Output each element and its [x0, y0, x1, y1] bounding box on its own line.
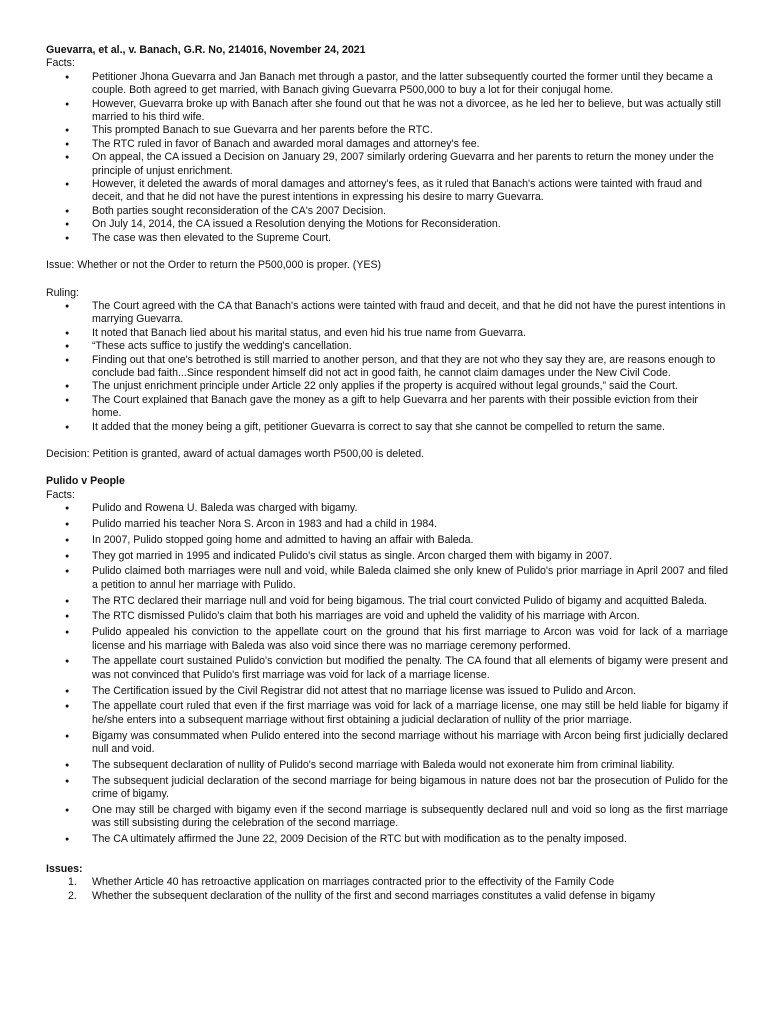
list-item: ● Petitioner Jhona Guevarra and Jan Banach met through a pastor, and the latter subsequently courted the former until they became a couple. Both agreed to get married, with Banach giving Guevarra P500,000 to buy a lot for their conjugal home.	[92, 71, 728, 98]
list-item: ● On appeal, the CA issued a Decision on January 29, 2007 similarly ordering Guevarra and her parents to return the money under the principle of unjust enrichment.	[92, 151, 728, 178]
case1-facts-list	[46, 71, 728, 245]
list-item: ● Pulido claimed both marriages were null and void, while Baleda claimed she only knew of Pulido's prior marriage in April 2007 and filed a petition to annul her marriage with Pulido.	[92, 565, 728, 592]
list-item: Whether the subsequent declaration of the nullity of the first and second marriages constitutes a valid defense in bigamy	[92, 889, 655, 902]
list-item: ● The subsequent declaration of nullity of Pulido's second marriage with Baleda would not exonerate him from criminal liability.	[92, 759, 728, 772]
list-item: ● In 2007, Pulido stopped going home and admitted to having an affair with Baleda.	[92, 534, 728, 547]
list-item: ● However, it deleted the awards of moral damages and attorney's fees, as it ruled that Banach's actions were tainted with fraud and deceit, and that he did not have the purest intentions in expressing his desire to marry Guevarra.	[92, 178, 728, 205]
list-item: ● Pulido and Rowena U. Baleda was charged with bigamy.	[92, 502, 728, 515]
case1-ruling-label: Ruling:	[46, 286, 79, 299]
list-item: ● The Court explained that Banach gave the money as a gift to help Guevarra and her parents with their possible eviction from their home.	[92, 394, 728, 421]
list-item: ● Pulido appealed his conviction to the appellate court on the ground that his first marriage to Arcon was void for lack of a marriage license and his marriage with Baleda was also void since there was no marriage ceremony performed.	[92, 626, 728, 653]
list-item: ● One may still be charged with bigamy even if the second marriage is subsequently declared null and void so long as the first marriage was still subsisting during the celebration of the second marriage.	[92, 804, 728, 831]
case2-issues-label: Issues:	[46, 862, 83, 875]
case1-ruling-list	[46, 300, 728, 434]
list-item: ● Bigamy was consummated when Pulido entered into the second marriage without his marriage with Arcon being first judicially declared null and void.	[92, 730, 728, 757]
list-item: ● The unjust enrichment principle under Article 22 only applies if the property is acquired without legal grounds,” said the Court.	[92, 380, 728, 393]
case2-facts-list	[46, 502, 728, 846]
case2-issues-list	[46, 876, 728, 903]
list-item: ● The appellate court ruled that even if the first marriage was void for lack of a marriage license, one may still be held liable for bigamy if he/she enters into a subsequent marriage without first obtaining a judicial declaration of nullity of the prior marriage.	[92, 700, 728, 727]
list-item: ● On July 14, 2014, the CA issued a Resolution denying the Motions for Reconsideration.	[92, 218, 728, 231]
list-item: ● The case was then elevated to the Supreme Court.	[92, 232, 728, 245]
case2-title: Pulido v People	[46, 475, 125, 488]
list-item: ● Pulido married his teacher Nora S. Arcon in 1983 and had a child in 1984.	[92, 518, 728, 531]
list-item: ● “These acts suffice to justify the wedding's cancellation.	[92, 340, 728, 353]
list-item: ● They got married in 1995 and indicated Pulido's civil status as single. Arcon charged them with bigamy in 2007.	[92, 550, 728, 563]
case1-facts-label: Facts:	[46, 57, 75, 70]
list-item: ● Both parties sought reconsideration of the CA's 2007 Decision.	[92, 205, 728, 218]
list-item: ● It noted that Banach lied about his marital status, and even hid his true name from Guevarra.	[92, 327, 728, 340]
list-item: ● The Certification issued by the Civil Registrar did not attest that no marriage license was issued to Pulido and Arcon.	[92, 685, 728, 698]
list-item: ● The RTC ruled in favor of Banach and awarded moral damages and attorney's fee.	[92, 138, 728, 151]
list-item: ● The RTC declared their marriage null and void for being bigamous. The trial court convicted Pulido of bigamy and acquitted Baleda.	[92, 595, 728, 608]
list-item: ● This prompted Banach to sue Guevarra and her parents before the RTC.	[92, 124, 728, 137]
case2-facts-label: Facts:	[46, 488, 75, 501]
case1-issue: Issue: Whether or not the Order to return the P500,000 is proper. (YES)	[46, 259, 382, 272]
list-item: ● The CA ultimately affirmed the June 22, 2009 Decision of the RTC but with modification as to the penalty imposed.	[92, 833, 728, 846]
list-item: ● The subsequent judicial declaration of the second marriage for being bigamous in nature does not bar the prosecution of Pulido for the crime of bigamy.	[92, 775, 728, 802]
list-item: ● However, Guevarra broke up with Banach after she found out that he was not a divorcee, as he led her to believe, but was actually still married to his third wife.	[92, 98, 728, 125]
list-item: ● The Court agreed with the CA that Banach's actions were tainted with fraud and deceit, and that he did not have the purest intentions in marrying Guevarra.	[92, 300, 728, 327]
list-item: Whether Article 40 has retroactive application on marriages contracted prior to the effectivity of the Family Code	[92, 876, 615, 889]
list-item: ● The appellate court sustained Pulido's conviction but modified the penalty. The CA found that all elements of bigamy were present and was not convinced that Pulido's first marriage was void for lack of a marriage license.	[92, 655, 728, 682]
case1-decision: Decision: Petition is granted, award of actual damages worth P500,00 is deleted.	[46, 447, 425, 460]
list-item: ● The RTC dismissed Pulido's claim that both his marriages are void and upheld the validity of his marriage with Arcon.	[92, 610, 728, 623]
list-item: ● It added that the money being a gift, petitioner Guevarra is correct to say that she cannot be compelled to return the same.	[92, 421, 728, 434]
case1-title: Guevarra, et al., v. Banach, G.R. No, 214016, November 24, 2021	[46, 44, 366, 56]
list-item: ● Finding out that one's betrothed is still married to another person, and that they are not who they say they are, are reasons enough to conclude bad faith...Since respondent himself did not act in good faith, he cannot claim damages under the New Civil Code.	[92, 354, 728, 381]
